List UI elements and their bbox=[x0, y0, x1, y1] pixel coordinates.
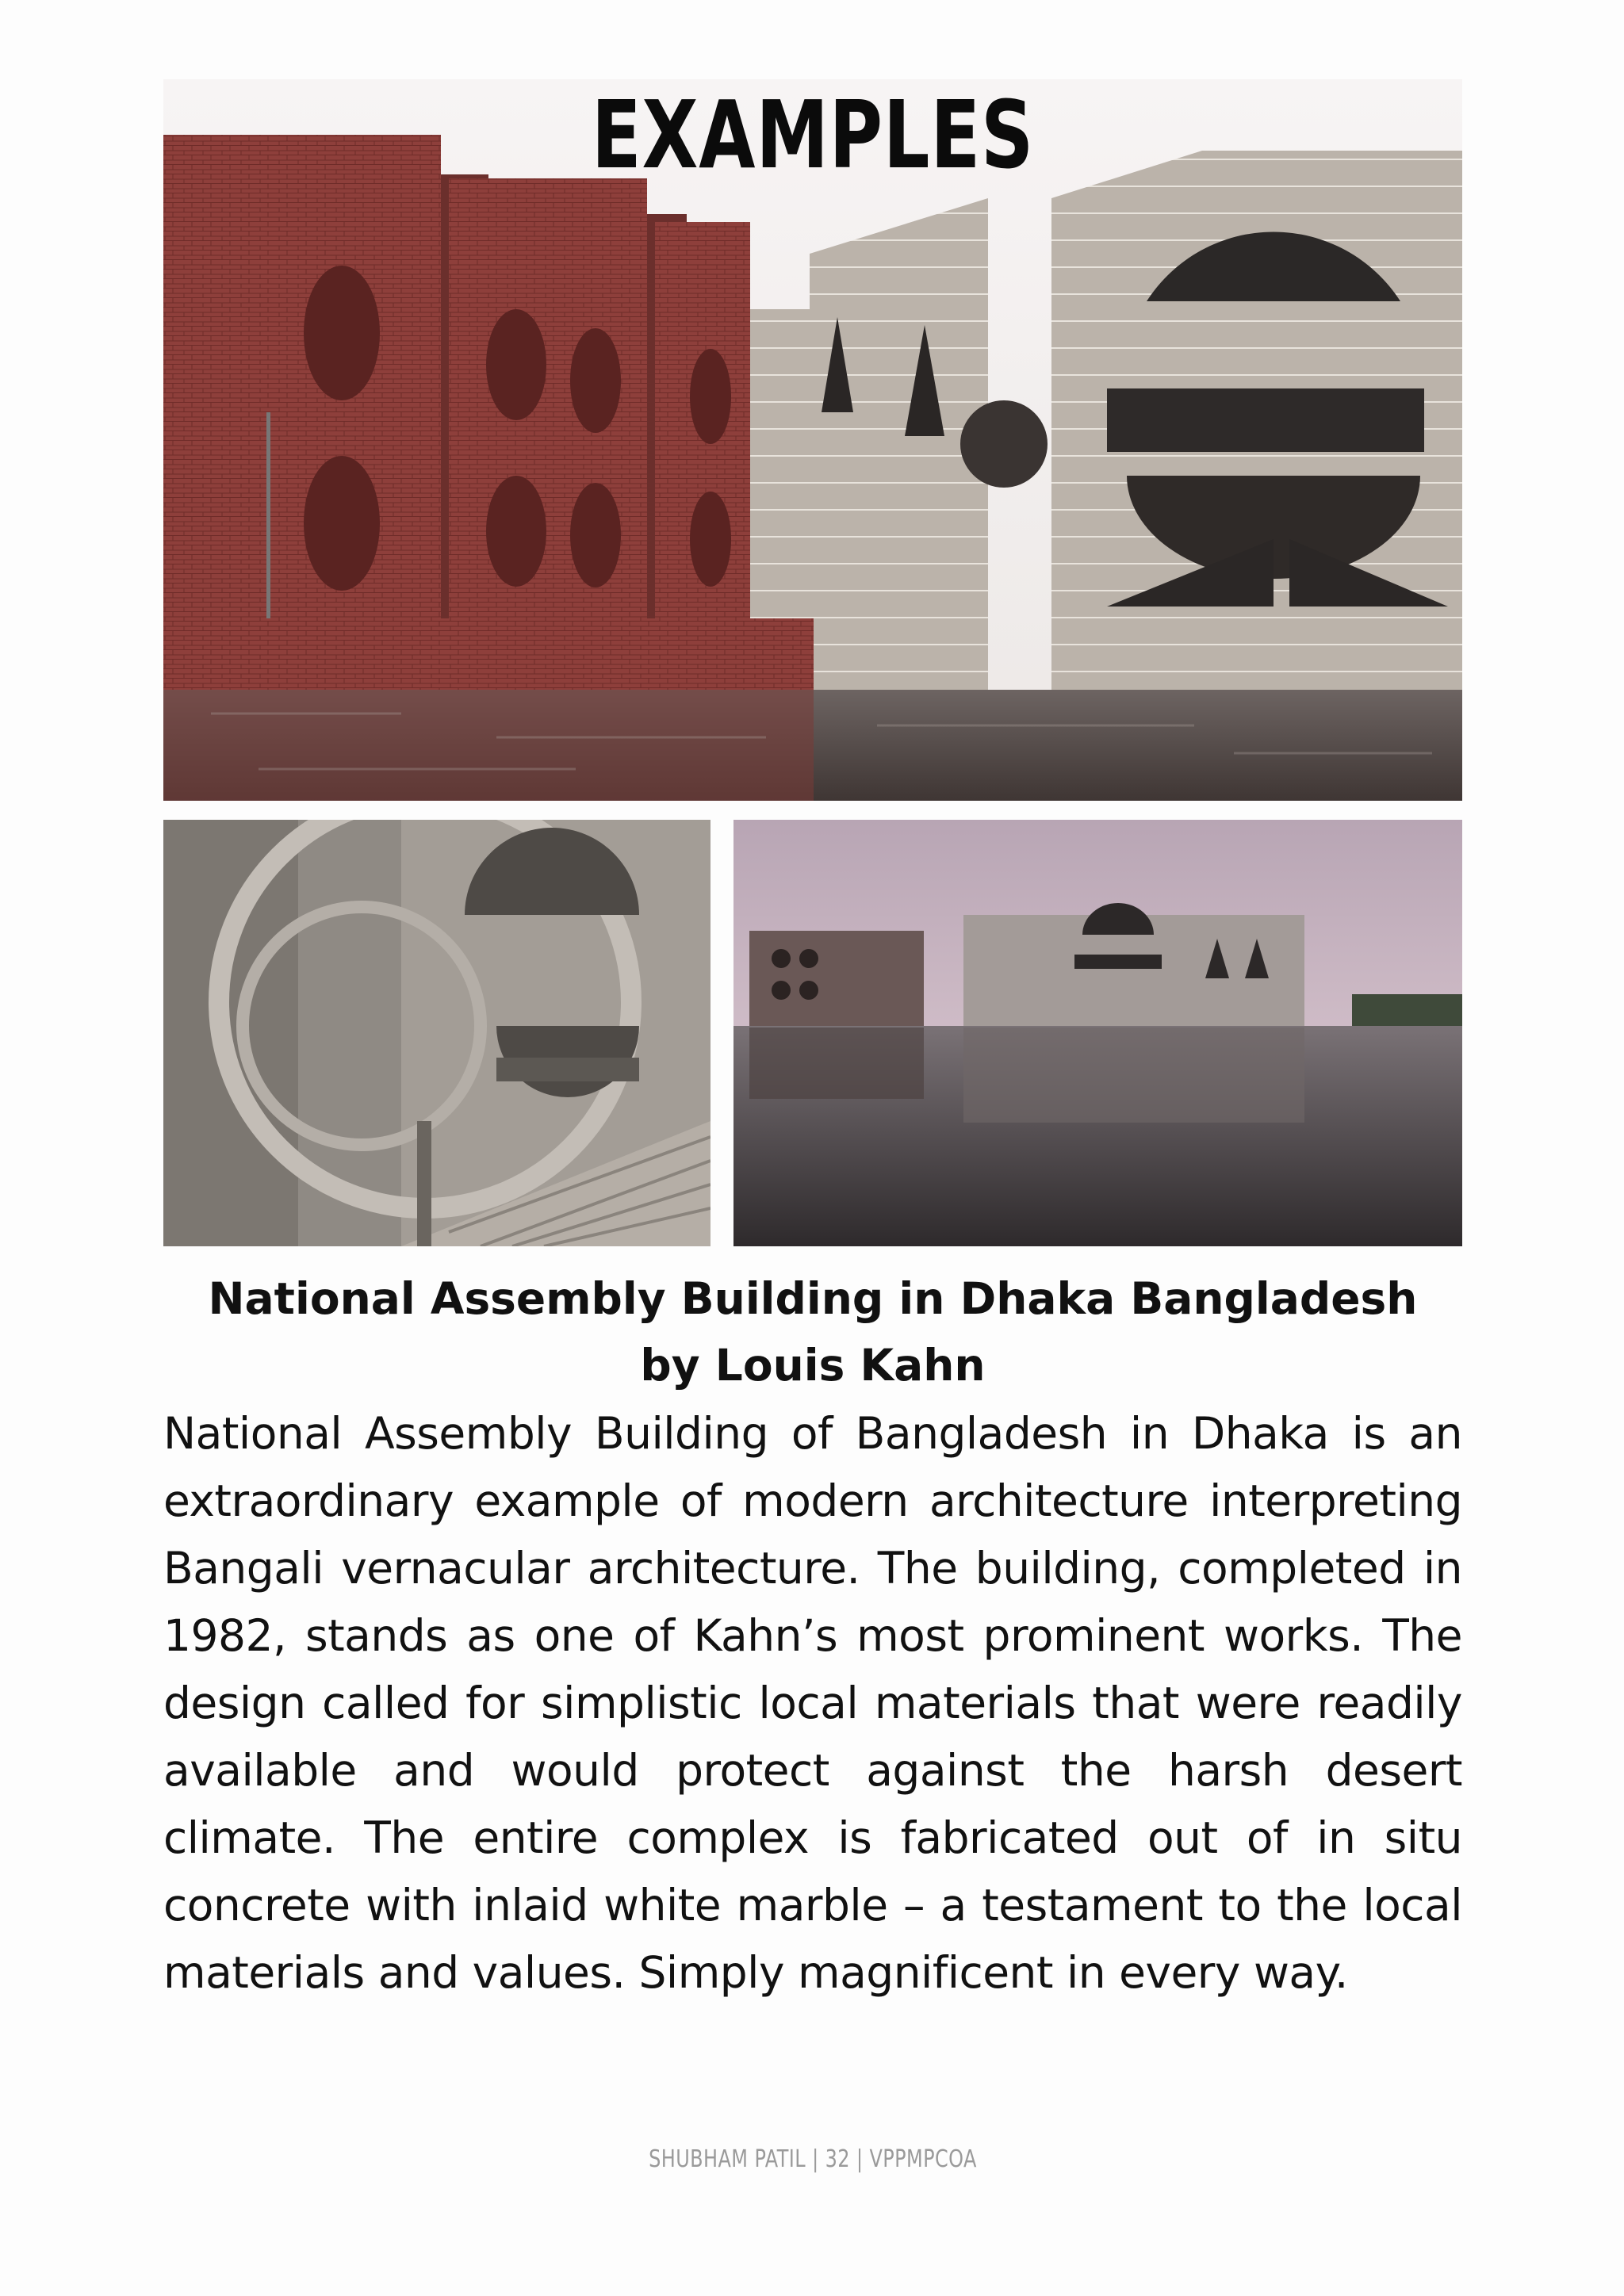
page-footer: SHUBHAM PATIL | 32 | VPPMPCOA bbox=[649, 2145, 977, 2173]
image-caption bbox=[163, 1265, 1462, 1399]
caption-line-1: National Assembly Building in Dhaka Bangladesh bbox=[208, 1273, 1418, 1324]
lake-photo bbox=[733, 820, 1462, 1246]
page-title: EXAMPLES bbox=[591, 80, 1035, 189]
body-paragraph: National Assembly Building of Bangladesh in Dhaka is an extraordinary example of modern architecture interpreting Bangali vernacular architecture. The building, completed in 1982, stands as one of Kahn’s most prominent works. The design called for simplistic local materials that were readily available and would protect against the harsh desert climate. The entire complex is fabricated out of in situ concrete with inlaid white marble – a testament to the local materials and values. Simply magnificent in every way. bbox=[163, 1408, 1462, 1998]
interior-photo bbox=[163, 820, 710, 1246]
caption-line-2: by Louis Kahn bbox=[640, 1340, 986, 1391]
